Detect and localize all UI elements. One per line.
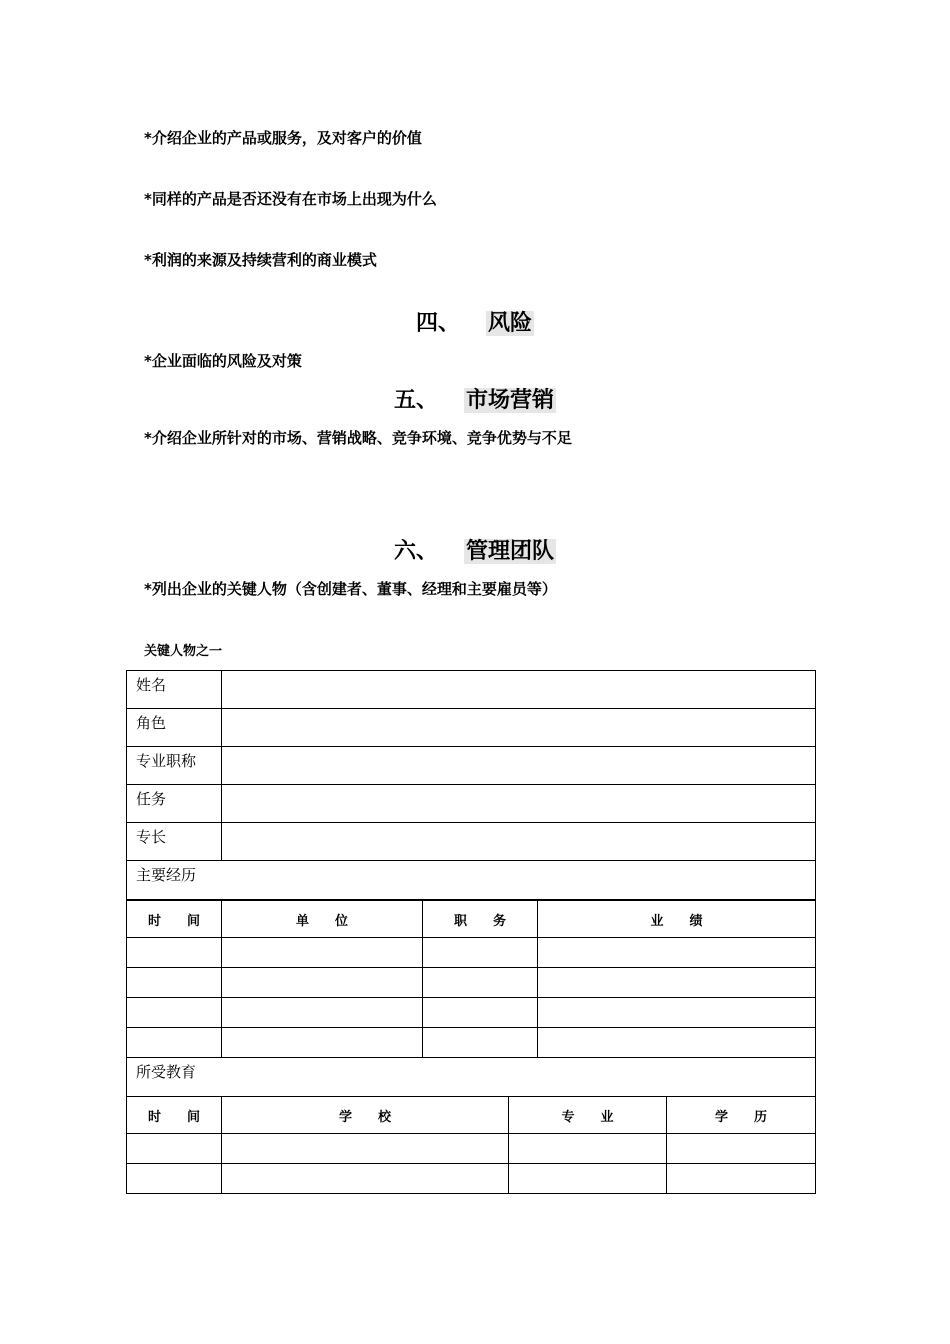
table-cell[interactable] — [423, 968, 538, 998]
education-label-table — [126, 1057, 816, 1097]
table-row — [127, 709, 816, 747]
section-heading-team — [0, 534, 950, 565]
table-cell[interactable] — [222, 1164, 509, 1194]
table-cell[interactable] — [127, 1134, 222, 1164]
table-cell[interactable] — [127, 1164, 222, 1194]
table-row — [127, 823, 816, 861]
table-row — [127, 1164, 816, 1194]
field-value-specialty[interactable] — [222, 823, 816, 861]
table-cell[interactable] — [127, 938, 222, 968]
table-cell[interactable] — [127, 1028, 222, 1058]
column-header-degree: 学 历 — [667, 1097, 816, 1134]
table-row — [127, 998, 816, 1028]
experience-table — [126, 900, 816, 1058]
section-heading-risk — [0, 306, 950, 337]
section-number: 五、 — [393, 388, 438, 413]
column-header-school: 学 校 — [222, 1097, 509, 1134]
section-number: 四、 — [415, 311, 460, 336]
table-row — [127, 1058, 816, 1097]
field-value-name[interactable] — [222, 671, 816, 709]
table-row — [127, 1134, 816, 1164]
bullet-product-value: *介绍企业的产品或服务，及对客户的价值 — [144, 129, 422, 147]
table-cell[interactable] — [667, 1164, 816, 1194]
table-cell[interactable] — [127, 998, 222, 1028]
table-cell[interactable] — [222, 968, 423, 998]
table-cell[interactable] — [423, 938, 538, 968]
column-header-unit: 单 位 — [222, 901, 423, 938]
table-cell[interactable] — [222, 998, 423, 1028]
table-row — [127, 1028, 816, 1058]
field-label-task: 任务 — [127, 785, 222, 823]
table-cell[interactable] — [127, 968, 222, 998]
table-cell[interactable] — [222, 1028, 423, 1058]
experience-label: 主要经历 — [127, 861, 816, 900]
section-number: 六、 — [393, 539, 438, 564]
column-header-performance: 业 绩 — [538, 901, 816, 938]
field-label-role: 角色 — [127, 709, 222, 747]
education-label: 所受教育 — [127, 1058, 816, 1097]
column-header-time: 时 间 — [127, 901, 222, 938]
table-cell[interactable] — [667, 1134, 816, 1164]
section-title: 管理团队 — [466, 539, 555, 564]
person-info-table — [126, 670, 816, 900]
bullet-risk: *企业面临的风险及对策 — [144, 352, 302, 370]
bullet-marketing: *介绍企业所针对的市场、营销战略、竞争环境、竞争优势与不足 — [144, 429, 572, 447]
field-label-title: 专业职称 — [127, 747, 222, 785]
section-title: 市场营销 — [466, 388, 555, 413]
field-label-name: 姓名 — [127, 671, 222, 709]
section-heading-marketing — [0, 383, 950, 414]
table-row — [127, 938, 816, 968]
table-row — [127, 671, 816, 709]
table-header-row — [127, 1097, 816, 1134]
table-row — [127, 785, 816, 823]
table-cell[interactable] — [538, 1028, 816, 1058]
table-header-row — [127, 901, 816, 938]
bullet-team: *列出企业的关键人物（含创建者、董事、经理和主要雇员等） — [144, 580, 557, 598]
table-cell[interactable] — [509, 1164, 667, 1194]
table-cell[interactable] — [423, 1028, 538, 1058]
table-row — [127, 968, 816, 998]
field-label-specialty: 专长 — [127, 823, 222, 861]
person-caption: 关键人物之一 — [144, 644, 223, 659]
education-table — [126, 1096, 816, 1194]
table-cell[interactable] — [509, 1134, 667, 1164]
table-cell[interactable] — [538, 968, 816, 998]
table-cell[interactable] — [423, 998, 538, 1028]
section-title: 风险 — [488, 311, 533, 336]
field-value-title[interactable] — [222, 747, 816, 785]
table-cell[interactable] — [222, 938, 423, 968]
bullet-product-uniqueness: *同样的产品是否还没有在市场上出现为什么 — [144, 190, 437, 208]
column-header-time: 时 间 — [127, 1097, 222, 1134]
bullet-profit-model: *利润的来源及持续营利的商业模式 — [144, 251, 377, 269]
field-value-role[interactable] — [222, 709, 816, 747]
table-cell[interactable] — [538, 938, 816, 968]
table-cell[interactable] — [538, 998, 816, 1028]
field-value-task[interactable] — [222, 785, 816, 823]
column-header-major: 专 业 — [509, 1097, 667, 1134]
table-row — [127, 747, 816, 785]
table-row — [127, 861, 816, 900]
table-cell[interactable] — [222, 1134, 509, 1164]
column-header-position: 职 务 — [423, 901, 538, 938]
